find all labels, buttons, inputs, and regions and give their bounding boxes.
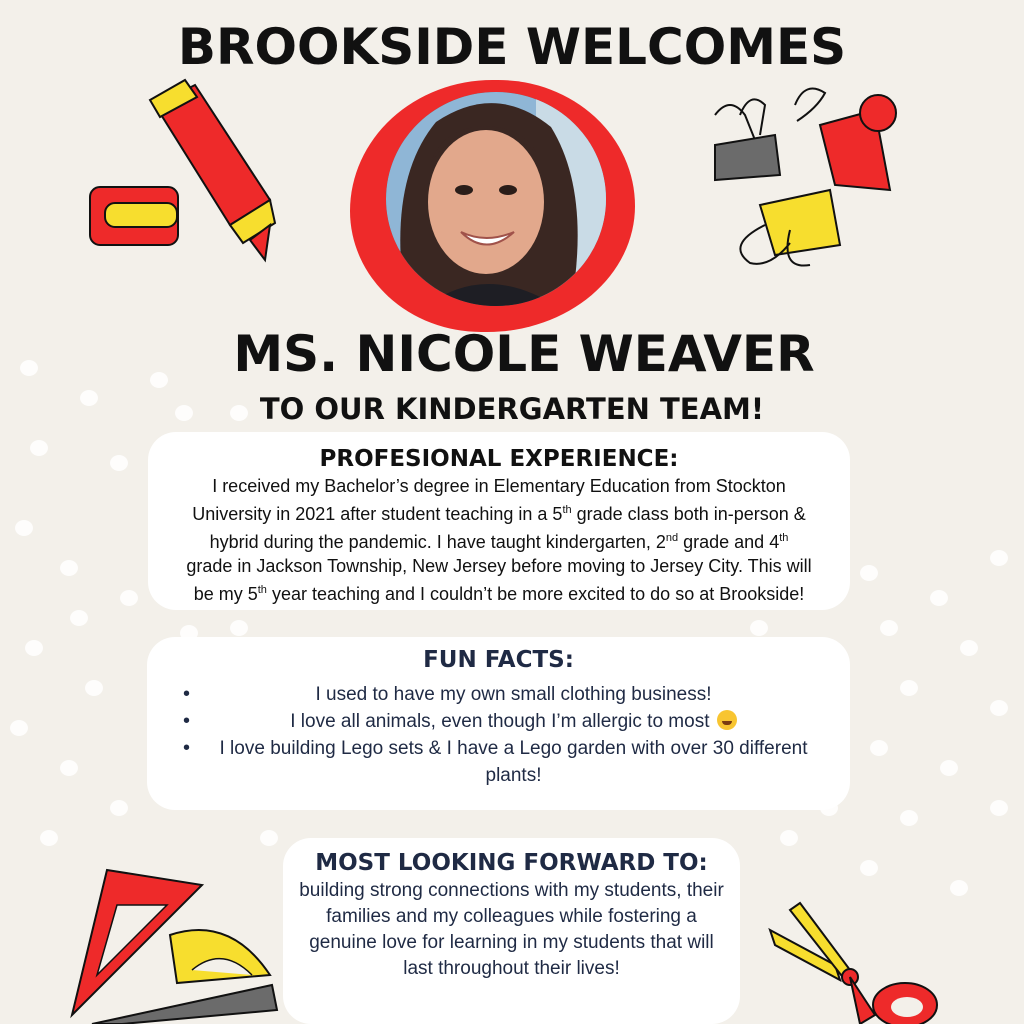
fun-facts-card <box>147 637 850 810</box>
experience-text: I received my Bachelor’s degree in Elementary Education from Stockton University in 2021 after student teaching in a 5th grade class both in-person & hybrid during the pandemic. I have taught kindergarten, 2nd grade and 4th grade in Jackson Township, New Jersey before moving to Jersey City. This will be my 5th year teaching and I couldn’t be more excited to do so at Brookside! <box>186 476 812 604</box>
list-item: • I love building Lego sets & I have a Lego garden with over 30 different plants! <box>183 737 808 786</box>
fun-facts-title: FUN FACTS: <box>423 647 574 673</box>
welcome-heading: BROOKSIDE WELCOMES <box>177 18 847 76</box>
looking-forward-card <box>283 838 740 1024</box>
experience-title: PROFESIONAL EXPERIENCE: <box>319 446 679 472</box>
looking-forward-title: MOST LOOKING FORWARD TO: <box>315 850 708 876</box>
experience-card <box>148 432 850 610</box>
laughing-emoji-icon <box>717 710 737 730</box>
scissors-icon <box>765 895 945 1024</box>
teacher-name-heading: MS. NICOLE WEAVER <box>233 325 815 383</box>
highlighter-icon <box>85 75 285 265</box>
teacher-photo <box>386 92 606 306</box>
fun-facts-list <box>157 681 840 789</box>
looking-forward-text: building strong connections with my students, their families and my colleagues while fostering a genuine love for learning in my students that will last throughout their lives! <box>299 880 724 979</box>
team-heading: TO OUR KINDERGARTEN TEAM! <box>259 392 765 426</box>
binder-clips-icon <box>700 75 915 275</box>
list-item: • I love all animals, even though I’m allergic to most <box>157 708 840 735</box>
triangle-ruler-icon <box>62 865 292 1024</box>
list-item: • I used to have my own small clothing business! <box>183 683 712 705</box>
